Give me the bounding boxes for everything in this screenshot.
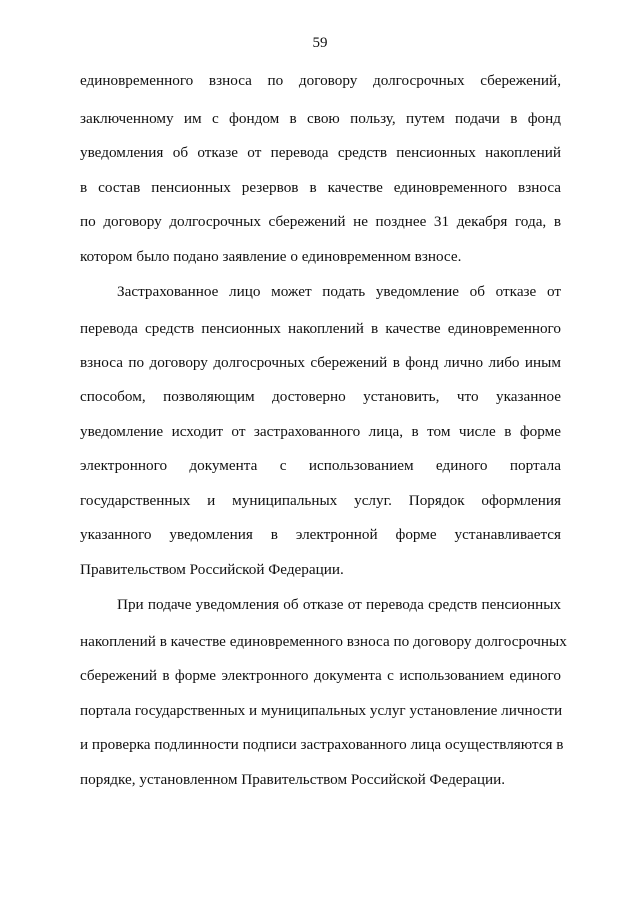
page-number: 59 [312,35,328,51]
text-line: и проверка подлинности подписи застрахованного лица осуществляются в [80,736,564,753]
text-line: уведомления об отказе от перевода средств пенсионных накоплений [80,144,561,161]
text-line: способом, позволяющим достоверно установить, что указанное [80,388,561,405]
text-line: единовременного взноса по договору долгосрочных сбережений, [80,72,561,89]
text-line: заключенному им с фондом в свою пользу, путем подачи в фонд [80,110,561,127]
text-line: указанного уведомления в электронной форме устанавливается [80,526,561,543]
text-line: сбережений в форме электронного документа с использованием единого [80,667,561,684]
text-line: При подаче уведомления об отказе от перевода средств пенсионных [117,596,561,613]
text-line: уведомление исходит от застрахованного лица, в том числе в форме [80,423,561,440]
text-line: в состав пенсионных резервов в качестве единовременного взноса [80,179,561,196]
text-line: Правительством Российской Федерации. [80,561,344,578]
text-line: накоплений в качестве единовременного взноса по договору долгосрочных [80,633,567,650]
text-line: Застрахованное лицо может подать уведомление об отказе от [117,283,561,300]
text-line: государственных и муниципальных услуг. Порядок оформления [80,492,561,509]
text-line: по договору долгосрочных сбережений не позднее 31 декабря года, в [80,213,561,230]
text-line: портала государственных и муниципальных услуг установление личности [80,702,563,719]
text-line: взноса по договору долгосрочных сбережений в фонд лично либо иным [80,354,561,371]
text-line: перевода средств пенсионных накоплений в качестве единовременного [80,320,561,337]
text-line: котором было подано заявление о единовременном взносе. [80,248,462,265]
text-line: электронного документа с использованием единого портала [80,457,561,474]
text-line: порядке, установленном Правительством Российской Федерации. [80,771,506,788]
